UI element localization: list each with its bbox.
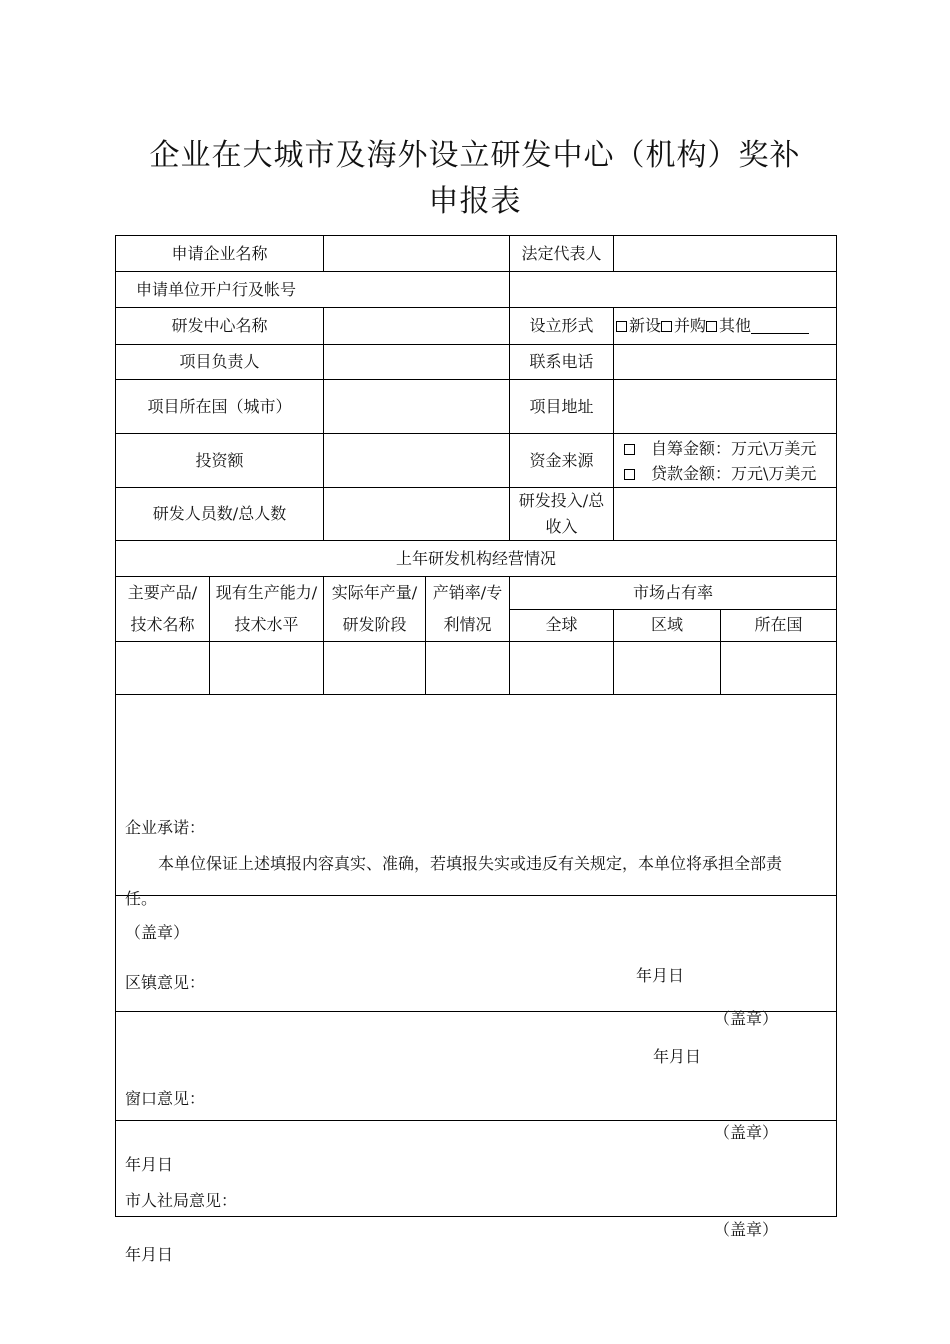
commitment-text-1: 本单位保证上述填报内容真实、准确，若填报失实或违反有关规定，本单位将承担全部责 — [158, 854, 783, 873]
commitment-seal: （盖章） — [125, 923, 190, 942]
option-merge: 并购 — [674, 316, 707, 335]
field-staff-count[interactable] — [324, 488, 510, 541]
commitment-text-2: 任。 — [125, 889, 158, 908]
field-project-address[interactable] — [614, 380, 837, 434]
checkbox-loan[interactable] — [624, 469, 635, 480]
district-label: 区镇意见： — [125, 972, 206, 992]
window-date: 年月日 — [125, 1155, 174, 1174]
option-new: 新设 — [629, 316, 662, 335]
window-label: 窗口意见： — [125, 1089, 206, 1108]
other-blank[interactable] — [751, 318, 809, 334]
cell-region[interactable] — [614, 642, 721, 695]
label-investment: 投资额 — [116, 434, 324, 488]
label-setup-form: 设立形式 — [510, 308, 614, 345]
commitment-date: 年月日 — [636, 966, 685, 985]
checkbox-merge[interactable] — [661, 321, 672, 332]
district-date: 年月日 — [653, 1046, 702, 1066]
district-seal: （盖章） — [714, 1008, 779, 1028]
loan-text: 贷款金额：万元\万美元 — [651, 463, 817, 483]
field-company-name[interactable] — [324, 236, 510, 272]
label-rd-center-name: 研发中心名称 — [116, 308, 324, 345]
checkbox-other[interactable] — [706, 321, 717, 332]
field-rd-ratio[interactable] — [614, 488, 837, 541]
field-legal-rep[interactable] — [614, 236, 837, 272]
field-project-country[interactable] — [324, 380, 510, 434]
bureau-label: 市人社局意见： — [125, 1190, 238, 1210]
commitment-label: 企业承诺： — [125, 818, 206, 837]
district-section — [116, 896, 837, 1066]
label-project-leader: 项目负责人 — [116, 345, 324, 380]
col-global: 全球 — [510, 609, 614, 642]
cell-capacity[interactable] — [210, 642, 324, 695]
field-phone[interactable] — [614, 345, 837, 380]
field-investment[interactable] — [324, 434, 510, 488]
label-company-name: 申请企业名称 — [116, 236, 324, 272]
cell-global[interactable] — [510, 642, 614, 695]
window-seal: （盖章） — [714, 1123, 779, 1142]
form-table — [115, 235, 837, 1264]
form-title-line2: 申报表 — [428, 184, 522, 219]
cell-country[interactable] — [721, 642, 837, 695]
col-product: 主要产品/技术名称 — [116, 577, 210, 642]
checkbox-new[interactable] — [616, 321, 627, 332]
field-project-leader[interactable] — [324, 345, 510, 380]
col-country: 所在国 — [721, 609, 837, 642]
col-region: 区域 — [614, 609, 721, 642]
field-fund-source — [614, 434, 837, 488]
ops-section-title: 上年研发机构经营情况 — [116, 541, 837, 577]
cell-product[interactable] — [116, 642, 210, 695]
self-fund-text: 自筹金额：万元\万美元 — [651, 438, 817, 458]
col-output: 实际年产量/研发阶段 — [324, 577, 426, 642]
form-title-line1: 企业在大城市及海外设立研发中心（机构）奖补 — [149, 138, 801, 173]
label-project-country: 项目所在国（城市） — [116, 380, 324, 434]
col-market: 市场占有率 — [510, 577, 837, 610]
application-form — [115, 235, 836, 1264]
field-setup-form — [614, 308, 837, 345]
field-bank-account[interactable] — [510, 272, 837, 308]
cell-sales[interactable] — [426, 642, 510, 695]
label-staff-count: 研发人员数/总人数 — [116, 488, 324, 541]
col-sales: 产销率/专利情况 — [426, 577, 510, 642]
label-legal-rep: 法定代表人 — [510, 236, 614, 272]
checkbox-self-fund[interactable] — [624, 444, 635, 455]
label-bank-account: 申请单位开户行及帐号 — [116, 272, 510, 308]
field-rd-center-name[interactable] — [324, 308, 510, 345]
label-rd-ratio: 研发投入/总收入 — [510, 488, 614, 541]
option-other: 其他 — [719, 316, 752, 335]
label-fund-source: 资金来源 — [510, 434, 614, 488]
label-phone: 联系电话 — [510, 345, 614, 380]
bureau-seal: （盖章） — [714, 1219, 779, 1239]
col-capacity: 现有生产能力/技术水平 — [210, 577, 324, 642]
bureau-date: 年月日 — [125, 1244, 174, 1264]
cell-output[interactable] — [324, 642, 426, 695]
label-project-address: 项目地址 — [510, 380, 614, 434]
